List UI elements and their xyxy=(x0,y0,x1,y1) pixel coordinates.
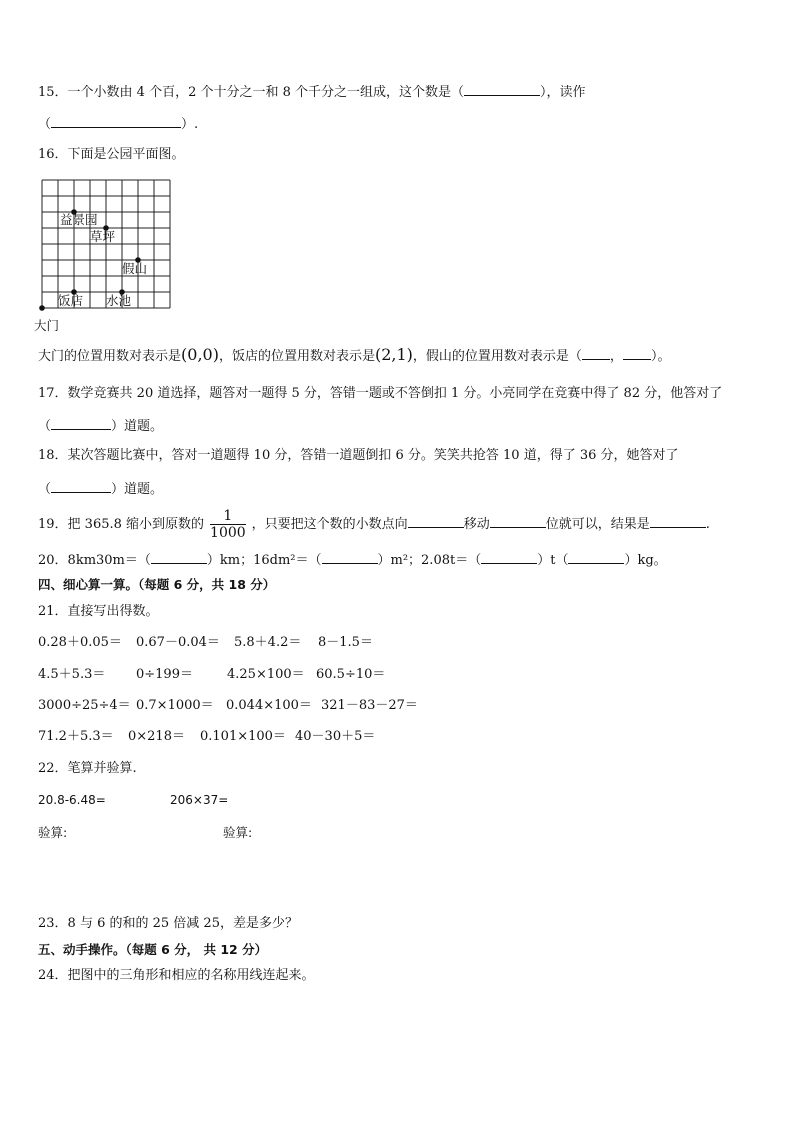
q22-check-1: 验算: xyxy=(38,825,68,840)
place-label: 大门 xyxy=(34,318,60,332)
q15-answer-blank-reading[interactable] xyxy=(51,114,181,128)
q18-line1: 18．某次答题比赛中，答对一道题得 10 分，答错一道题倒扣 6 分。笑笑共抢答 10 道，得了 36 分，她答对了 xyxy=(38,448,679,463)
oral-calc-item: 4.25×100＝ xyxy=(227,667,305,682)
q17-line1: 17．数学竞赛共 20 道选择，题答对一题得 5 分，答错一题或不答倒扣 1 分。小亮同学在竞赛中得了 82 分，他答对了 xyxy=(38,386,723,401)
q16-blank-x[interactable] xyxy=(582,346,610,360)
place-dot xyxy=(39,305,45,311)
oral-calc-item: 0.7×1000＝ xyxy=(136,698,214,713)
oral-calc-item: 0.044×100＝ xyxy=(226,698,312,713)
q20-blank-t[interactable] xyxy=(481,550,537,564)
q22-check-2: 验算: xyxy=(223,825,253,840)
place-label: 饭店 xyxy=(58,293,84,308)
q20-line: 20．8km30m＝（ ）km；16dm²＝（ ）m²；2.08t＝（ ）t（ ）kg。 xyxy=(38,550,667,570)
oral-calc-item: 60.5÷10＝ xyxy=(316,667,386,682)
oral-calc-item: 0.101×100＝ xyxy=(200,729,286,744)
section-4-heading: 四、细心算一算。（每题 6 分，共 18 分） xyxy=(38,577,276,592)
q19-blank-direction[interactable] xyxy=(408,514,464,528)
place-label: 假山 xyxy=(122,261,148,276)
section-5-heading: 五、动手操作。（每题 6 分， 共 12 分） xyxy=(38,942,268,957)
oral-calc-item: 71.2＋5.3＝ xyxy=(38,729,114,744)
q23-line: 23．8 与 6 的和的 25 倍减 25，差是多少？ xyxy=(38,916,298,931)
q15-line1: 15．一个小数由 4 个百，2 个十分之一和 8 个千分之一组成，这个数是（ ），读作 xyxy=(38,82,586,102)
q16-title: 16．下面是公园平面图。 xyxy=(38,147,185,162)
q16-blank-y[interactable] xyxy=(623,346,651,360)
fraction-one-thousandth: $\frac{1}{1000}$ xyxy=(210,508,246,541)
q18-answer-blank[interactable] xyxy=(51,479,111,493)
q19-line: 19．把 365.8 缩小到原数的 $\frac{1}{1000}$ ，只要把这个数的小数点向 移动 位就可以，结果是 . xyxy=(38,508,710,541)
oral-calc-item: 3000÷25÷4＝ xyxy=(38,698,131,713)
q20-blank-km[interactable] xyxy=(151,550,207,564)
q18-line2: （ ）道题。 xyxy=(38,479,163,499)
q16-sentence: 大门的位置用数对表示是(0,0)，饭店的位置用数对表示是(2,1)，假山的位置用数对表示是（ ， ）。 xyxy=(38,345,671,364)
gate-pair: (0,0) xyxy=(181,345,219,364)
hotel-pair: (2,1) xyxy=(374,345,413,364)
oral-calc-item: 0÷199＝ xyxy=(136,667,193,682)
park-grid-map xyxy=(34,172,184,332)
q22-exercise-1: 20.8-6.48= xyxy=(38,793,106,807)
oral-calc-item: 0×218＝ xyxy=(128,729,185,744)
q19-blank-result[interactable] xyxy=(650,514,706,528)
place-label: 草坪 xyxy=(90,229,116,244)
place-label: 水池 xyxy=(106,293,132,308)
oral-calc-item: 40－30＋5＝ xyxy=(295,729,376,744)
q15-line2: （ ）. xyxy=(38,114,198,134)
q20-blank-m2[interactable] xyxy=(322,550,378,564)
q21-title: 21．直接写出得数。 xyxy=(38,604,159,619)
q17-answer-blank[interactable] xyxy=(51,416,111,430)
oral-calc-item: 5.8＋4.2＝ xyxy=(234,635,302,650)
place-label: 益景园 xyxy=(60,212,98,227)
grid-lines xyxy=(42,180,170,308)
q22-title: 22．笔算并验算. xyxy=(38,761,137,776)
oral-calc-item: 8－1.5＝ xyxy=(318,635,373,650)
q22-exercise-2: 206×37= xyxy=(170,793,229,807)
oral-calc-item: 4.5＋5.3＝ xyxy=(38,667,106,682)
q15-answer-blank-number[interactable] xyxy=(464,82,540,96)
q20-blank-kg[interactable] xyxy=(568,550,624,564)
oral-calc-item: 0.67－0.04＝ xyxy=(136,635,220,650)
q17-line2: （ ）道题。 xyxy=(38,416,163,436)
oral-calc-item: 321－83－27＝ xyxy=(321,698,418,713)
q19-blank-places[interactable] xyxy=(490,514,546,528)
q24-line: 24．把图中的三角形和相应的名称用线连起来。 xyxy=(38,968,315,983)
oral-calc-item: 0.28＋0.05＝ xyxy=(38,635,122,650)
